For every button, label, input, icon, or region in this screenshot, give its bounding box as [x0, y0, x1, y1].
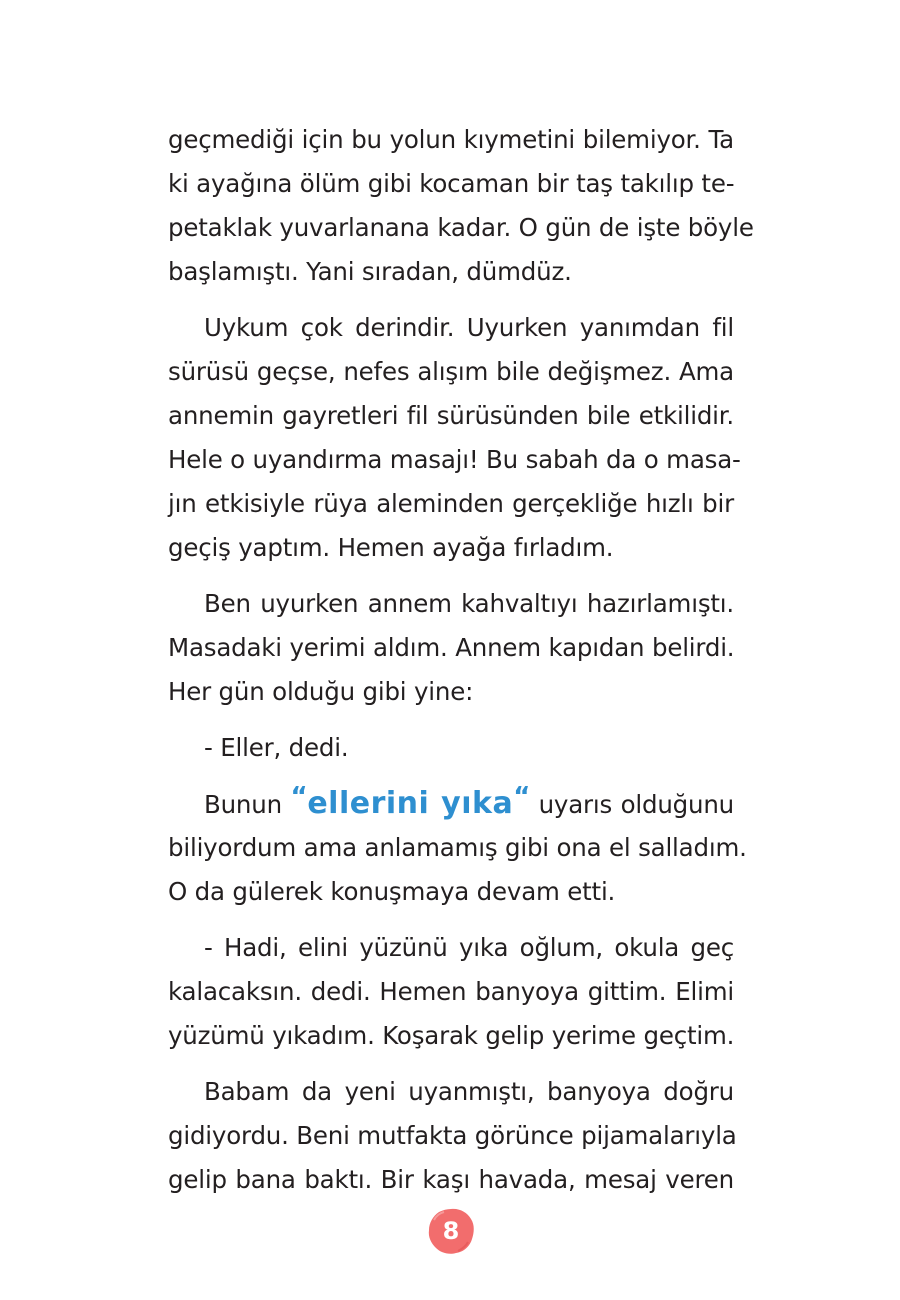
text-line: sürüsü geçse, nefes alışım bile değişmez. Ama	[168, 357, 734, 386]
text-line: petaklak yuvarlanana kadar. O gün de işte böyle	[168, 213, 754, 242]
dialogue-paragraph	[168, 726, 734, 770]
paragraph	[168, 118, 754, 294]
text-line: kalacaksın. dedi. Hemen banyoya gittim. Elimi	[168, 977, 734, 1006]
text-line: Masadaki yerimi aldım. Annem kapıdan belirdi.	[168, 633, 735, 662]
text-fragment: uyarıs olduğunu	[538, 790, 735, 819]
text-line-with-highlight	[168, 782, 734, 826]
paragraph	[168, 1070, 737, 1202]
text-line: Babam da yeni uyanmıştı, banyoya doğru	[204, 1077, 734, 1106]
text-line: O da gülerek konuşmaya devam etti.	[168, 877, 616, 906]
page-number: 8	[442, 1217, 460, 1245]
open-quote-icon: “	[290, 782, 308, 812]
text-line: biliyordum ama anlamamış gibi ona el salladım.	[168, 833, 747, 862]
highlighted-phrase	[290, 782, 538, 821]
paragraph	[168, 306, 741, 570]
text-line: jın etkisiyle rüya aleminden gerçekliğe hızlı bir	[168, 489, 734, 518]
paragraph	[168, 782, 747, 914]
text-line: Hele o uyandırma masajı! Bu sabah da o masa-	[168, 445, 741, 474]
text-line: geçmediği için bu yolun kıymetini bilemiyor. Ta	[168, 125, 734, 154]
page-body	[168, 118, 754, 1202]
close-quote-icon: “	[513, 782, 531, 812]
text-line: - Eller, dedi.	[204, 733, 349, 762]
text-line: Ben uyurken annem kahvaltıyı hazırlamıştı.	[204, 589, 734, 618]
text-line: geçiş yaptım. Hemen ayağa fırladım.	[168, 533, 614, 562]
page-number-badge	[426, 1206, 476, 1256]
text-line: başlamıştı. Yani sıradan, dümdüz.	[168, 257, 572, 286]
text-line: gelip bana baktı. Bir kaşı havada, mesaj veren	[168, 1165, 734, 1194]
text-line: - Hadi, elini yüzünü yıka oğlum, okula geç	[204, 933, 734, 962]
text-line: annemin gayretleri fil sürüsünden bile etkilidir.	[168, 401, 734, 430]
text-fragment: Bunun	[204, 790, 282, 819]
paragraph	[168, 582, 734, 714]
text-line: Her gün olduğu gibi yine:	[168, 677, 474, 706]
highlight-text: ellerini yıka	[307, 786, 514, 821]
dialogue-paragraph	[168, 926, 734, 1058]
text-line: yüzümü yıkadım. Koşarak gelip yerime geçtim.	[168, 1021, 735, 1050]
text-line: Uykum çok derindir. Uyurken yanımdan fil	[204, 313, 734, 342]
text-line: gidiyordu. Beni mutfakta görünce pijamalarıyla	[168, 1121, 737, 1150]
text-line: ki ayağına ölüm gibi kocaman bir taş takılıp te-	[168, 169, 735, 198]
